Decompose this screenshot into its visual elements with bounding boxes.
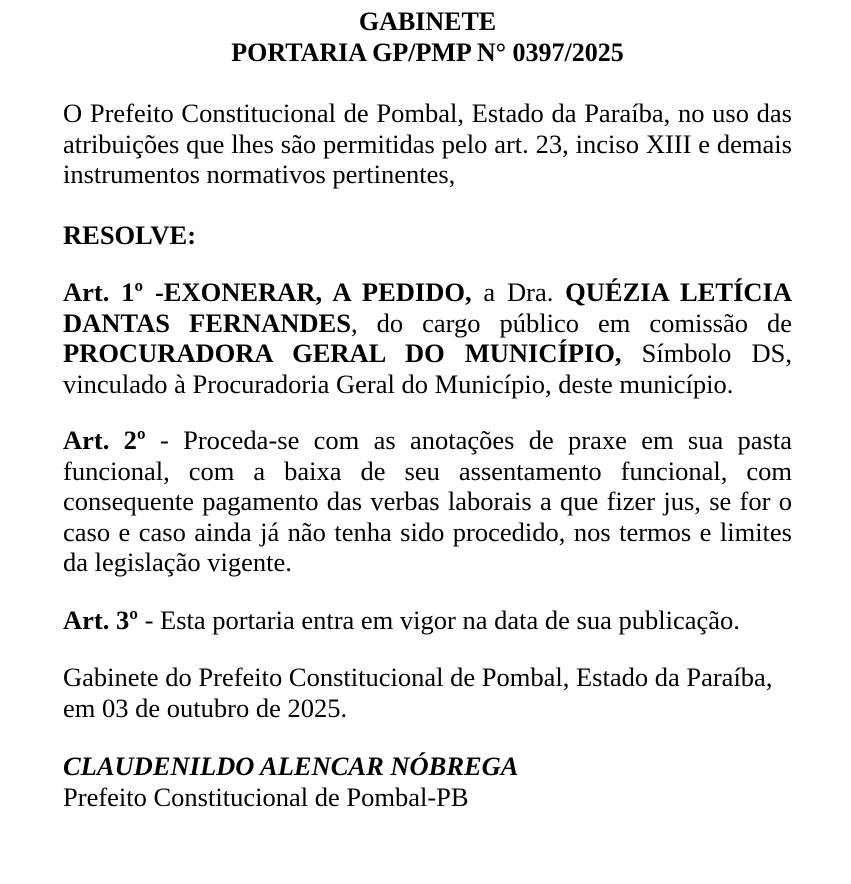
ordinance-document — [63, 6, 792, 812]
article-2 — [63, 425, 792, 578]
closing-paragraph: Gabinete do Prefeito Constitucional de Pombal, Estado da Paraíba, em 03 de outubro de 2025. — [63, 662, 773, 723]
article-3-text: - Esta portaria entra em vigor na data de sua publicação. — [137, 604, 740, 635]
resolve-heading: RESOLVE: — [63, 219, 197, 250]
document-header — [63, 6, 792, 68]
article-3 — [63, 605, 792, 636]
ordinance-number: PORTARIA GP/PMP N° 0397/2025 — [231, 38, 624, 67]
article-1-text-a: a Dra. — [471, 277, 566, 307]
signatory-title: Prefeito Constitucional de Pombal-PB — [63, 781, 469, 812]
article-2-text: - Proceda-se com as anotações de praxe em sua pasta funcional, com a baixa de seu assentamento funcional, com consequente pagamento das verbas laborais a que fizer jus, se for o caso e caso ainda já não tenha sido procedido, nos termos e limites da legislação vigente. — [63, 425, 792, 577]
article-3-label: Art. 3º — [63, 604, 138, 635]
article-2-label: Art. 2º — [63, 425, 146, 455]
intro-paragraph: O Prefeito Constitucional de Pombal, Estado da Paraíba, no uso das atribuições que lhes são permitidas pelo art. 23, inciso XIII e demais instrumentos normativos pertinentes, — [63, 98, 792, 189]
article-1-position: PROCURADORA GERAL DO MUNICÍPIO, — [63, 338, 622, 368]
office-title: GABINETE — [358, 7, 497, 36]
signatory-name: CLAUDENILDO ALENCAR NÓBREGA — [63, 751, 519, 781]
article-1-action: -EXONERAR, A PEDIDO, — [154, 277, 472, 307]
article-1 — [63, 277, 792, 399]
article-1-name: QUÉZIA LETÍCIA DANTAS FERNANDES — [63, 277, 792, 338]
article-1-text-c: Símbolo DS, vinculado à Procuradoria Geral do Município, deste município. — [63, 338, 792, 399]
article-1-label: Art. 1º — [63, 277, 144, 307]
article-1-text-b: , do cargo público em comissão de — [350, 307, 792, 338]
